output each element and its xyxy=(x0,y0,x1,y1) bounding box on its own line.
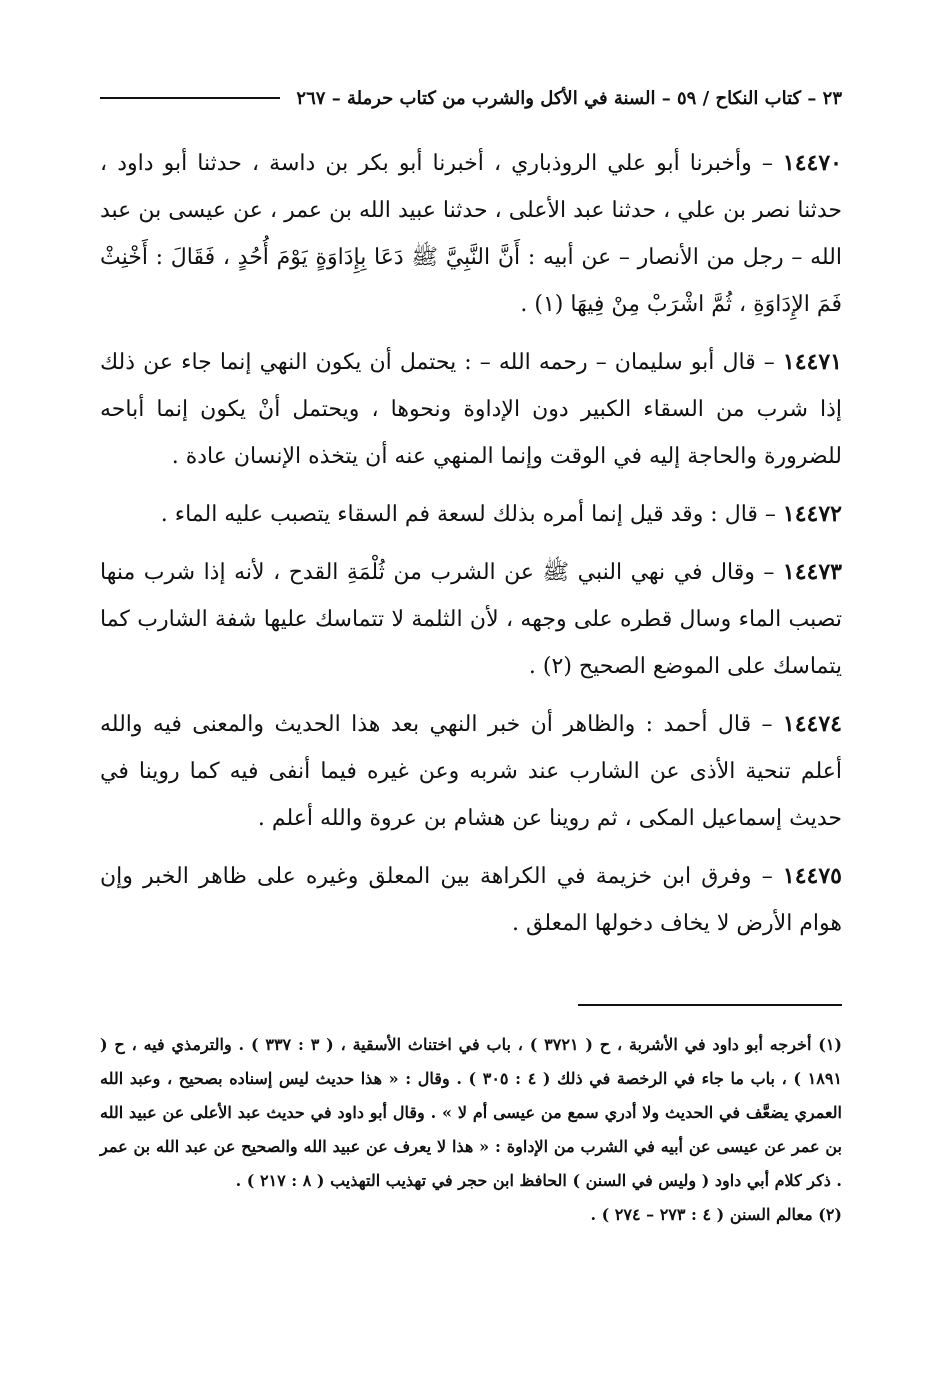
hadith-paragraph xyxy=(100,701,842,842)
footnote-1: (١) أخرجه أبو داود في الأشربة ، ح ( ٣٧٢١ ) ، باب في اختناث الأسقية ، ( ٣ : ٣٣٧ ) . والترمذي فيه ، ح ( ١٨٩١ ) ، باب ما جاء في الرخصة في ذلك ( ٤ : ٣٠٥ ) . وقال : « هذا حديث ليس إسناده بصحيح ، وعبد الله العمري يضعَّف في الحديث ولا أدري سمع من عيسى أم لا » . وقال أبو داود في حديث عبد الأعلى عن عبيد الله بن عمر عن عيسى عن أبيه في الشرب من الإداوة : « هذا لا يعرف عن عبيد الله والصحيح عن عبد الله بن عمر . ذكر كلام أبي داود ( وليس في السنن ) الحافظ ابن حجر في تهذيب التهذيب ( ٨ : ٢١٧ ) . xyxy=(100,1035,843,1190)
hadith-text: – وفرق ابن خزيمة في الكراهة بين المعلق وغيره على ظاهر الخبر وإن هوام الأرض لا يخاف دخولها المعلق . xyxy=(100,864,842,936)
hadith-number: ١٤٤٧٢ xyxy=(782,501,842,527)
hadith-number: ١٤٤٧٣ xyxy=(782,559,842,585)
hadith-number: ١٤٤٧١ xyxy=(782,349,842,375)
hadith-text: – قال : وقد قيل إنما أمره بذلك لسعة فم السقاء يتصبب عليه الماء . xyxy=(160,502,783,527)
hadith-paragraph xyxy=(100,339,842,480)
footnotes xyxy=(100,1028,842,1232)
hadith-text: – وأخبرنا أبو علي الروذباري ، أخبرنا أبو بكر بن داسة ، حدثنا أبو داود ، حدثنا نصر بن علي ، حدثنا عبد الأعلى ، حدثنا عبيد الله بن عمر ، عن عيسى بن عبد الله – رجل من الأنصار – عن أبيه : أَنَّ النَّبِيَّ ﷺ دَعَا بِإِدَاوَةٍ يَوْمَ أُحُدٍ ، فَقَالَ : أَخْنِثْ فَمَ الإِدَاوَةِ ، ثُمَّ اشْرَبْ مِنْ فِيهَا (١) . xyxy=(100,151,842,317)
hadith-text: – قال أبو سليمان – رحمه الله – : يحتمل أن يكون النهي إنما جاء عن ذلك إذا شرب من السقاء الكبير دون الإداوة ونحوها ، ويحتمل أنْ يكون إنما أباحه للضرورة والحاجة إليه في الوقت وإنما المنهي عنه أن يتخذه الإنسان عادة . xyxy=(100,350,842,469)
hadith-number: ١٤٤٧٤ xyxy=(782,711,842,737)
hadith-paragraph xyxy=(100,491,842,538)
header-text: ٢٣ – كتاب النكاح / ٥٩ – السنة في الأكل والشرب من كتاب حرملة – ٢٦٧ xyxy=(296,87,842,109)
running-header xyxy=(100,78,842,118)
header-rule xyxy=(100,97,280,99)
hadith-paragraph xyxy=(100,140,842,328)
hadith-number: ١٤٤٧٠ xyxy=(782,150,842,176)
hadith-paragraph xyxy=(100,853,842,947)
hadith-paragraph xyxy=(100,549,842,690)
main-text xyxy=(100,140,842,958)
hadith-text: – وقال في نهي النبي ﷺ عن الشرب من ثُلْمَةِ القدح ، لأنه إذا شرب منها تصبب الماء وسال قطره على وجهه ، لأن الثلمة لا تتماسك عليها شفة الشارب كما يتماسك على الموضع الصحيح (٢) . xyxy=(100,560,842,679)
hadith-number: ١٤٤٧٥ xyxy=(782,863,842,889)
hadith-text: – قال أحمد : والظاهر أن خبر النهي بعد هذا الحديث والمعنى فيه والله أعلم تنحية الأذى عن الشارب عند شربه وعن غيره فيما أنفى فيه كما روينا في حديث إسماعيل المكى ، ثم روينا عن هشام بن عروة والله أعلم . xyxy=(100,712,842,831)
footnote-2: (٢) معالم السنن ( ٤ : ٢٧٣ – ٢٧٤ ) . xyxy=(590,1205,842,1224)
footnote-separator xyxy=(578,1004,842,1006)
